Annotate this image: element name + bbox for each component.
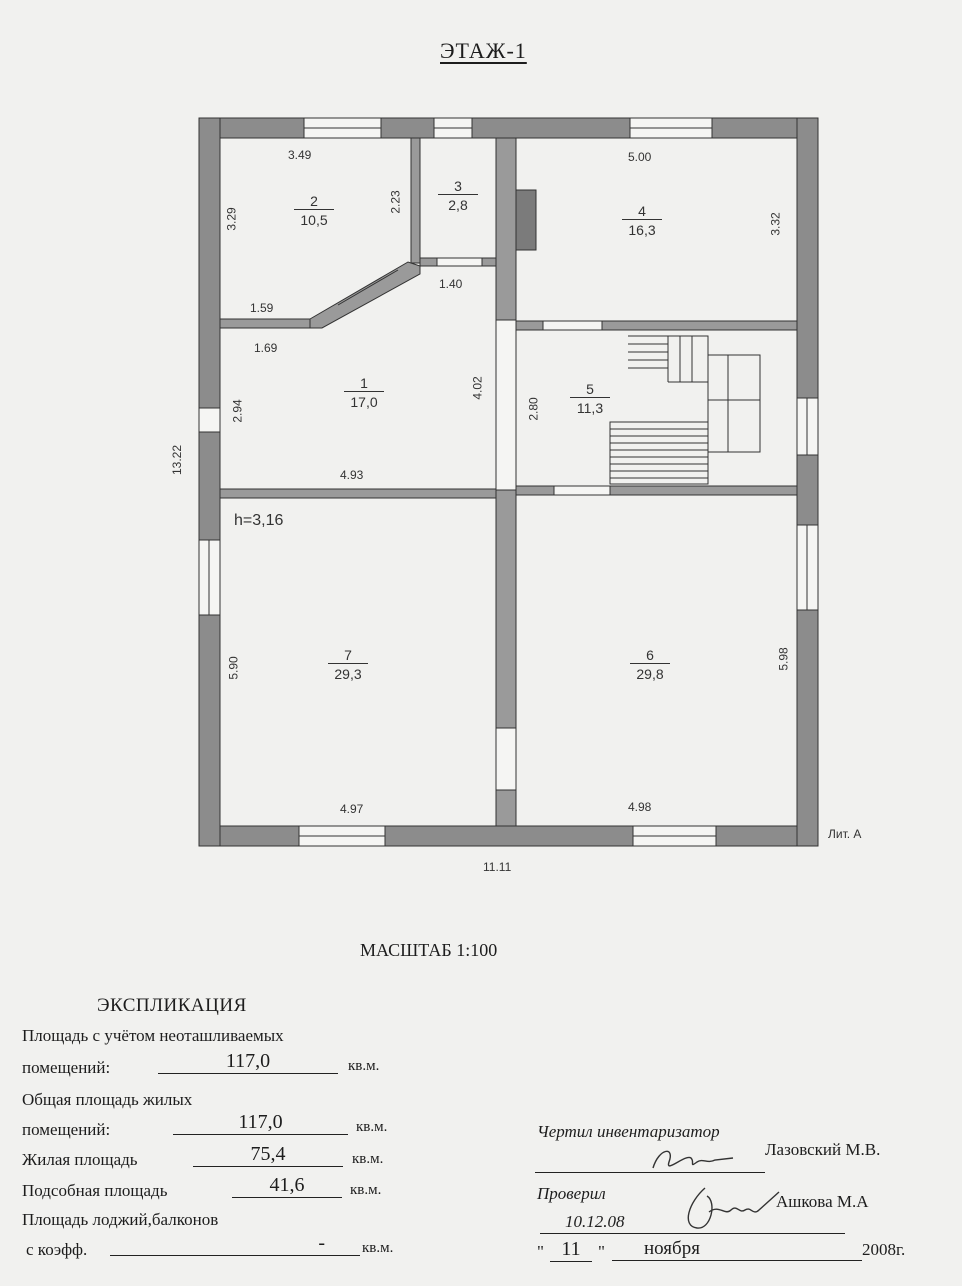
overall-height: 13.22 [170,444,185,476]
dim-4-93: 4.93 [340,468,364,482]
stairs [610,336,760,484]
row2-value: 117,0 [173,1111,348,1135]
row2-line2: помещений: [22,1120,111,1139]
checked-name: Ашкова М.А [776,1192,869,1211]
row1-line1: Площадь с учётом неоташливаемых [22,1026,284,1045]
date-day: 11 [550,1238,592,1262]
row1-line2: помещений: [22,1058,111,1077]
row5-line1: Площадь лоджий,балконов [22,1210,219,1229]
overall-width: 11.11 [483,860,512,874]
dim-2-80: 2.80 [526,397,541,421]
dim-2-94: 2.94 [230,399,245,423]
doors [437,258,610,790]
signature-drew [645,1140,745,1176]
dim-1-40: 1.40 [439,277,463,291]
room-label: 5 11,3 [555,381,625,416]
room-label: 1 17,0 [329,375,399,410]
page-title: ЭТАЖ-1 [440,38,527,63]
dim-3-49: 3.49 [288,148,312,162]
drew-name: Лазовский М.В. [765,1140,881,1159]
signature-checked [675,1182,785,1234]
dim-5-98: 5.98 [776,647,791,671]
dim-1-59: 1.59 [250,301,274,315]
room-label: 4 16,3 [607,203,677,238]
checked-label: Проверил [537,1184,606,1203]
row5-line2: с коэфф. [26,1240,88,1259]
dim-2-23: 2.23 [388,190,403,214]
row2-line1: Общая площадь жилых [22,1090,193,1109]
row3-value: 75,4 [193,1143,343,1167]
unit: кв.м. [356,1119,388,1135]
room-label: 2 10,5 [279,193,349,228]
checked-date: 10.12.08 [565,1212,625,1231]
dim-5-00: 5.00 [628,150,652,164]
row4-label: Подсобная площадь [22,1181,168,1200]
unit: кв.м. [350,1182,382,1198]
date-year: 2008г. [862,1240,906,1259]
unit: кв.м. [352,1151,384,1167]
row4-value: 41,6 [232,1174,342,1198]
drew-label: Чертил инвентаризатор [537,1122,720,1141]
room-label: 7 29,3 [313,647,383,682]
unit: кв.м. [362,1240,394,1256]
dim-5-90: 5.90 [226,656,241,680]
explication-heading: ЭКСПЛИКАЦИЯ [97,995,247,1016]
dim-3-29: 3.29 [224,207,239,231]
row1-value: 117,0 [158,1050,338,1074]
dim-1-69: 1.69 [254,341,278,355]
row3-label: Жилая площадь [22,1150,138,1169]
lit-label: Лит. А [828,827,862,841]
dim-3-32: 3.32 [768,212,783,236]
room-label: 6 29,8 [615,647,685,682]
date-quote-open: " [537,1242,544,1261]
row5-value: - [110,1232,360,1256]
dim-4-97: 4.97 [340,802,364,816]
date-month: ноября [612,1238,862,1261]
room-label: 3 2,8 [423,178,493,213]
dim-4-02: 4.02 [470,376,485,400]
diagonal-wall [310,262,420,328]
date-quote-close: " [598,1242,605,1261]
dim-4-98: 4.98 [628,800,652,814]
ceiling-height: h=3,16 [234,512,284,529]
unit: кв.м. [348,1058,380,1074]
scale-label: МАСШТАБ 1:100 [360,940,498,960]
